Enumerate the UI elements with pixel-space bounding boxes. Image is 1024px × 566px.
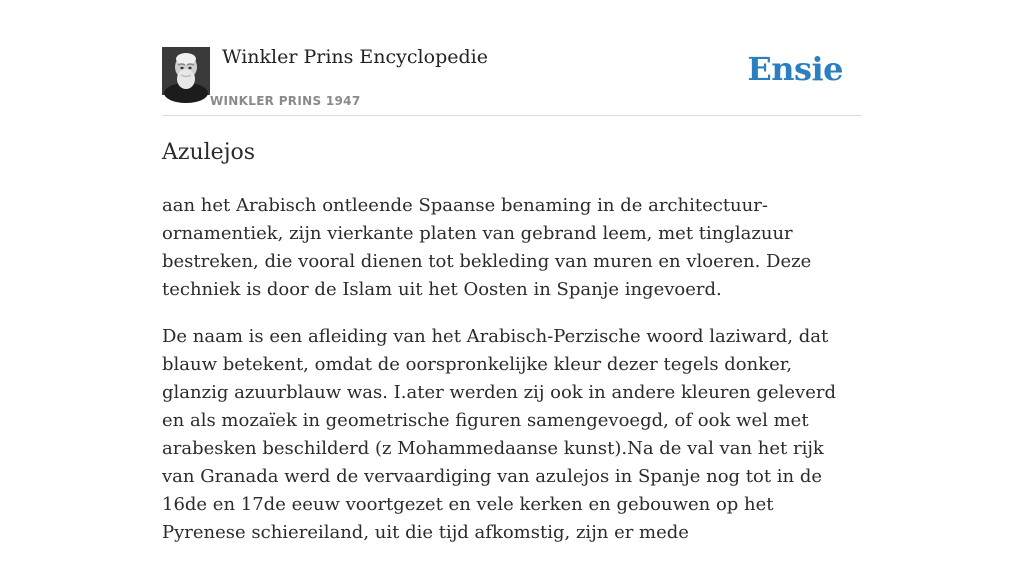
bearded-man-portrait-icon[interactable] xyxy=(162,47,210,95)
site-header xyxy=(162,0,862,116)
ensie-logo[interactable]: Ensie xyxy=(747,50,843,88)
article-title: Azulejos xyxy=(162,140,256,165)
article-paragraph: De naam is een afleiding van het Arabisch-Perzische woord laziward, dat blauw betekent, omdat de oorspronkelijke kleur dezer tegels donker, glanzig azuurblauw was. I.ater werden zij ook in andere kleuren geleverd en als mozaïek in geometrische figuren samengevoegd, of ook wel met arabesken beschilderd (z Mohammedaanse kunst).Na de val van het rijk van Granada werd de vervaardiging van azulejos in Spanje nog tot in de 16de en 17de eeuw voortgezet en vele kerken en gebouwen op het Pyrenese schiereiland, uit die tijd afkomstig, zijn er mede xyxy=(162,326,836,543)
page-container xyxy=(162,0,862,543)
site-title-link[interactable]: Winkler Prins Encyclopedie xyxy=(222,46,488,68)
edition-link[interactable]: WINKLER PRINS 1947 xyxy=(210,94,361,108)
article-body xyxy=(162,192,862,566)
article-paragraph: aan het Arabisch ontleende Spaanse benaming in de architectuur-ornamentiek, zijn vierkante platen van gebrand leem, met tinglazuur bestreken, die vooral dienen tot bekleding van muren en vloeren. Deze techniek is door de Islam uit het Oosten in Spanje ingevoerd. xyxy=(162,195,812,300)
